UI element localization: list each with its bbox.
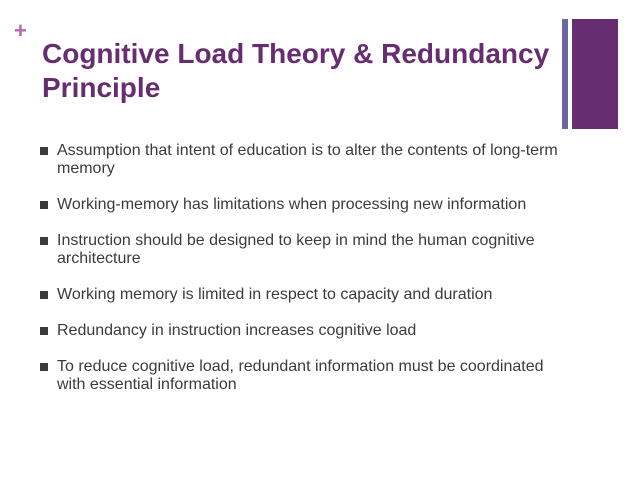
bullet-item xyxy=(40,358,560,394)
square-bullet-icon xyxy=(40,327,48,335)
accent-bar-thin xyxy=(562,19,568,129)
bullet-item xyxy=(40,286,560,304)
slide-title: Cognitive Load Theory & Redundancy Principle xyxy=(42,38,550,103)
bullet-item xyxy=(40,142,560,178)
square-bullet-icon xyxy=(40,363,48,371)
square-bullet-icon xyxy=(40,237,48,245)
bullet-item xyxy=(40,322,560,340)
bullet-text: Instruction should be designed to keep in mind the human cognitive architecture xyxy=(57,232,535,267)
bullet-text: Redundancy in instruction increases cognitive load xyxy=(57,322,417,339)
bullet-text: Assumption that intent of education is to alter the contents of long-term memory xyxy=(57,142,558,177)
plus-icon: + xyxy=(14,18,27,43)
bullet-text: Working memory is limited in respect to capacity and duration xyxy=(57,286,493,303)
bullet-item xyxy=(40,196,560,214)
accent-bar-thick xyxy=(572,19,618,129)
square-bullet-icon xyxy=(40,291,48,299)
square-bullet-icon xyxy=(40,147,48,155)
square-bullet-icon xyxy=(40,201,48,209)
bullet-list xyxy=(40,142,560,412)
bullet-text: To reduce cognitive load, redundant information must be coordinated with essential information xyxy=(57,358,544,393)
bullet-text: Working-memory has limitations when processing new information xyxy=(57,196,527,213)
bullet-item xyxy=(40,232,560,268)
